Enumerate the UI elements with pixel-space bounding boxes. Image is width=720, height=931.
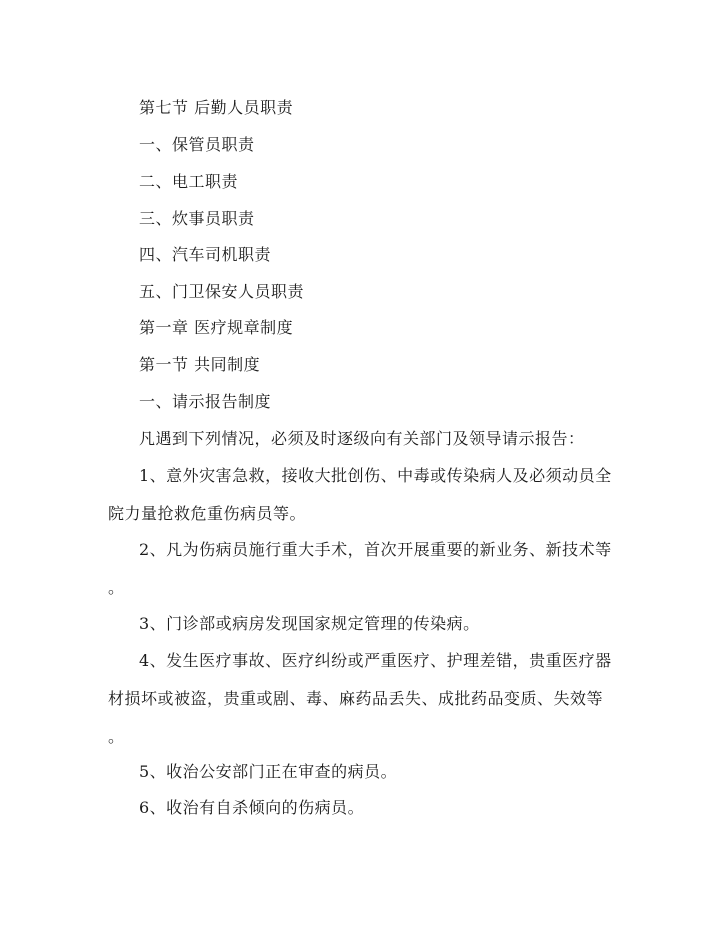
subsection-heading: 一、请示报告制度 [139,392,272,411]
toc-item: 五、门卫保安人员职责 [139,282,305,301]
list-item-5-line-1: 5、收治公安部门正在审查的病员。 [139,762,398,781]
list-item-5 [108,762,613,782]
toc-item: 四、汽车司机职责 [139,245,272,264]
list-item-1-line-2: 院力量抢救危重伤病员等。 [108,504,307,523]
list-item-2 [108,540,613,598]
list-item-2-line-1: 2、凡为伤病员施行重大手术，首次开展重要的新业务、新技术等 [139,540,612,559]
chapter-heading: 第一章 医疗规章制度 [139,318,294,337]
list-item-4 [108,651,613,747]
toc-item: 二、电工职责 [139,172,239,191]
list-item-3 [108,614,613,634]
toc-item: 一、保管员职责 [139,135,255,154]
list-item-6-line-1: 6、收治有自杀倾向的伤病员。 [139,798,365,817]
intro-paragraph: 凡遇到下列情况，必须及时逐级向有关部门及领导请示报告： [139,429,585,448]
list-item-6 [108,798,613,818]
section-heading: 第七节 后勤人员职责 [139,98,294,117]
list-item-1-line-1: 1、意外灾害急救，接收大批创伤、中毒或传染病人及必须动员全 [139,466,612,485]
section-heading: 第一节 共同制度 [139,355,261,374]
toc-item: 三、炊事员职责 [139,209,255,228]
list-item-4-line-1: 4、发生医疗事故、医疗纠纷或严重医疗、护理差错，贵重医疗器 [139,651,612,670]
list-item-4-line-3: 。 [108,727,125,746]
list-item-4-line-2: 材损坏或被盗，贵重或剧、毒、麻药品丢失、成批药品变质、失效等 [108,689,604,708]
list-item-1 [108,466,613,524]
list-item-3-line-1: 3、门诊部或病房发现国家规定管理的传染病。 [139,614,480,633]
list-item-2-line-2: 。 [108,578,125,597]
